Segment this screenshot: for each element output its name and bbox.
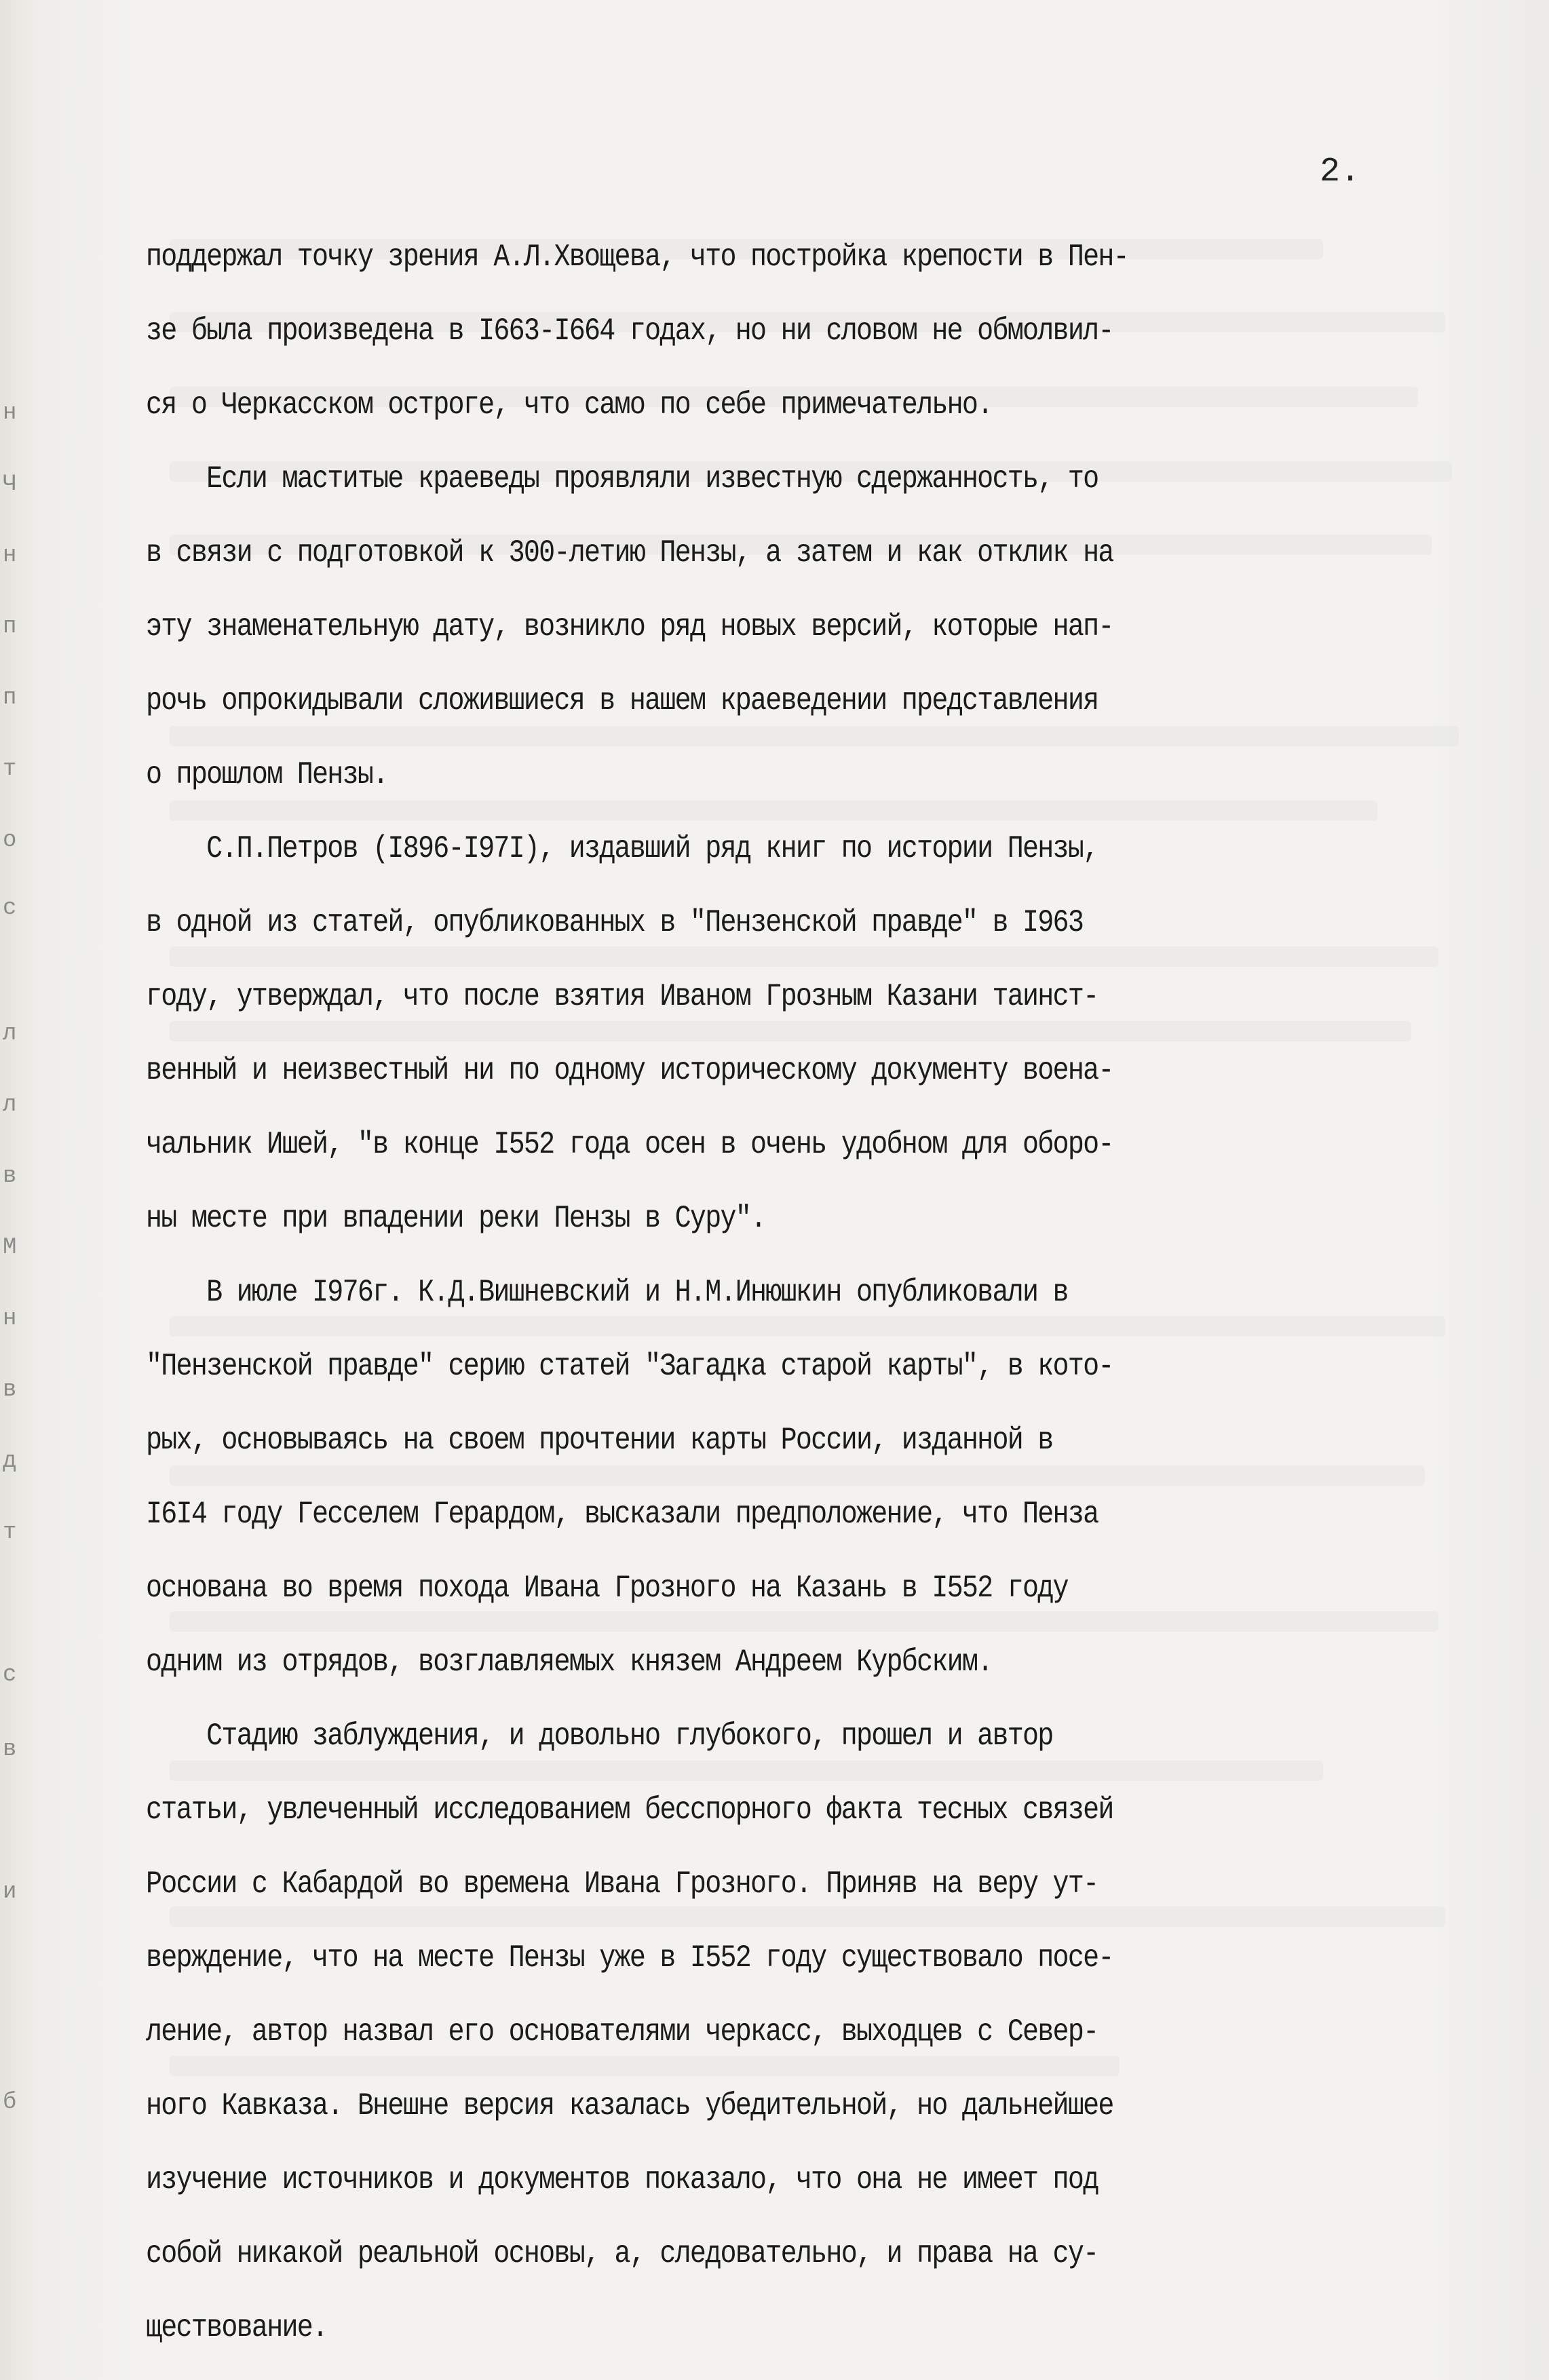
text-line: основана во время похода Ивана Грозного на Казань в I552 году (146, 1571, 1068, 1606)
adjacent-page-letter: в (3, 1164, 17, 1189)
adjacent-page-letter: т (3, 756, 17, 782)
adjacent-page-letter: п (3, 685, 17, 711)
page-number: 2. (1320, 153, 1361, 191)
typewritten-body (146, 220, 1496, 2365)
text-line: "Пензенской правде" серию статей "Загадка старой карты", в кото- (146, 1349, 1113, 1384)
adjacent-page-letter: в (3, 1377, 17, 1403)
text-line: ществование. (146, 2310, 328, 2345)
paragraph-first-line: В июле I976г. К.Д.Вишневский и Н.М.Инюшкин опубликовали в (146, 1275, 1068, 1310)
adjacent-page-letter: д (3, 1448, 17, 1474)
text-line: в связи с подготовкой к 300-летию Пензы, а затем и как отклик на (146, 535, 1113, 571)
adjacent-page-letter: М (3, 1235, 17, 1261)
text-line: собой никакой реальной основы, а, следовательно, и права на су- (146, 2236, 1098, 2271)
text-line: поддержал точку зрения А.Л.Хвощева, что постройка крепости в Пен- (146, 239, 1128, 275)
adjacent-page-letter: н (3, 400, 17, 426)
text-line: верждение, что на месте Пензы уже в I552 году существовало посе- (146, 1940, 1113, 1976)
text-line: рых, основываясь на своем прочтении карты России, изданной в (146, 1423, 1053, 1458)
text-line: году, утверждал, что после взятия Иваном Грозным Казани таинст- (146, 979, 1098, 1014)
adjacent-page-letter: с (3, 1662, 17, 1688)
paragraph-first-line: Если маститые краеведы проявляли известную сдержанность, то (146, 461, 1098, 497)
adjacent-page-letter: б (3, 2090, 17, 2115)
text-line: ся о Черкасском остроге, что само по себе примечательно. (146, 387, 993, 423)
text-line: одним из отрядов, возглавляемых князем Андреем Курбским. (146, 1645, 993, 1680)
paragraph-first-line: С.П.Петров (I896-I97I), издавший ряд книг по истории Пензы, (146, 831, 1098, 866)
adjacent-page-letter: н (3, 543, 17, 569)
text-line: о прошлом Пензы. (146, 757, 388, 792)
paragraph-first-line: Стадию заблуждения, и довольно глубокого, прошел и автор (146, 1719, 1053, 1754)
adjacent-page-letter: Ч (3, 472, 17, 497)
adjacent-page-letter: т (3, 1520, 17, 1546)
text-line: ление, автор назвал его основателями черкасс, выходцев с Север- (146, 2014, 1098, 2050)
adjacent-page-letter: о (3, 828, 17, 853)
adjacent-page-letter: л (3, 1021, 17, 1047)
text-line: рочь опрокидывали сложившиеся в нашем краеведении представления (146, 683, 1098, 718)
adjacent-page-letter: и (3, 1879, 17, 1905)
adjacent-page-letter: н (3, 1306, 17, 1332)
adjacent-page-letter: п (3, 614, 17, 640)
text-line: зе была произведена в I663-I664 годах, но ни словом не обмолвил- (146, 313, 1113, 349)
adjacent-page-letter: л (3, 1092, 17, 1118)
adjacent-page-letter: с (3, 896, 17, 921)
text-line: эту знаменательную дату, возникло ряд новых версий, которые нап- (146, 609, 1113, 645)
text-line: изучение источников и документов показало, что она не имеет под (146, 2162, 1098, 2197)
text-line: I6I4 году Гесселем Герардом, высказали предположение, что Пенза (146, 1497, 1098, 1532)
text-line: ны месте при впадении реки Пензы в Суру". (146, 1201, 766, 1236)
text-line: статьи, увлеченный исследованием бесспорного факта тесных связей (146, 1792, 1113, 1828)
text-line: венный и неизвестный ни по одному историческому документу воена- (146, 1053, 1113, 1088)
text-line: ного Кавказа. Внешне версия казалась убедительной, но дальнейшее (146, 2088, 1113, 2124)
text-line: в одной из статей, опубликованных в "Пензенской правде" в I963 (146, 905, 1084, 940)
text-line: России с Кабардой во времена Ивана Грозного. Приняв на веру ут- (146, 1866, 1098, 1902)
text-line: чальник Ишей, "в конце I552 года осен в очень удобном для оборо- (146, 1127, 1113, 1162)
adjacent-page-letter: в (3, 1737, 17, 1763)
